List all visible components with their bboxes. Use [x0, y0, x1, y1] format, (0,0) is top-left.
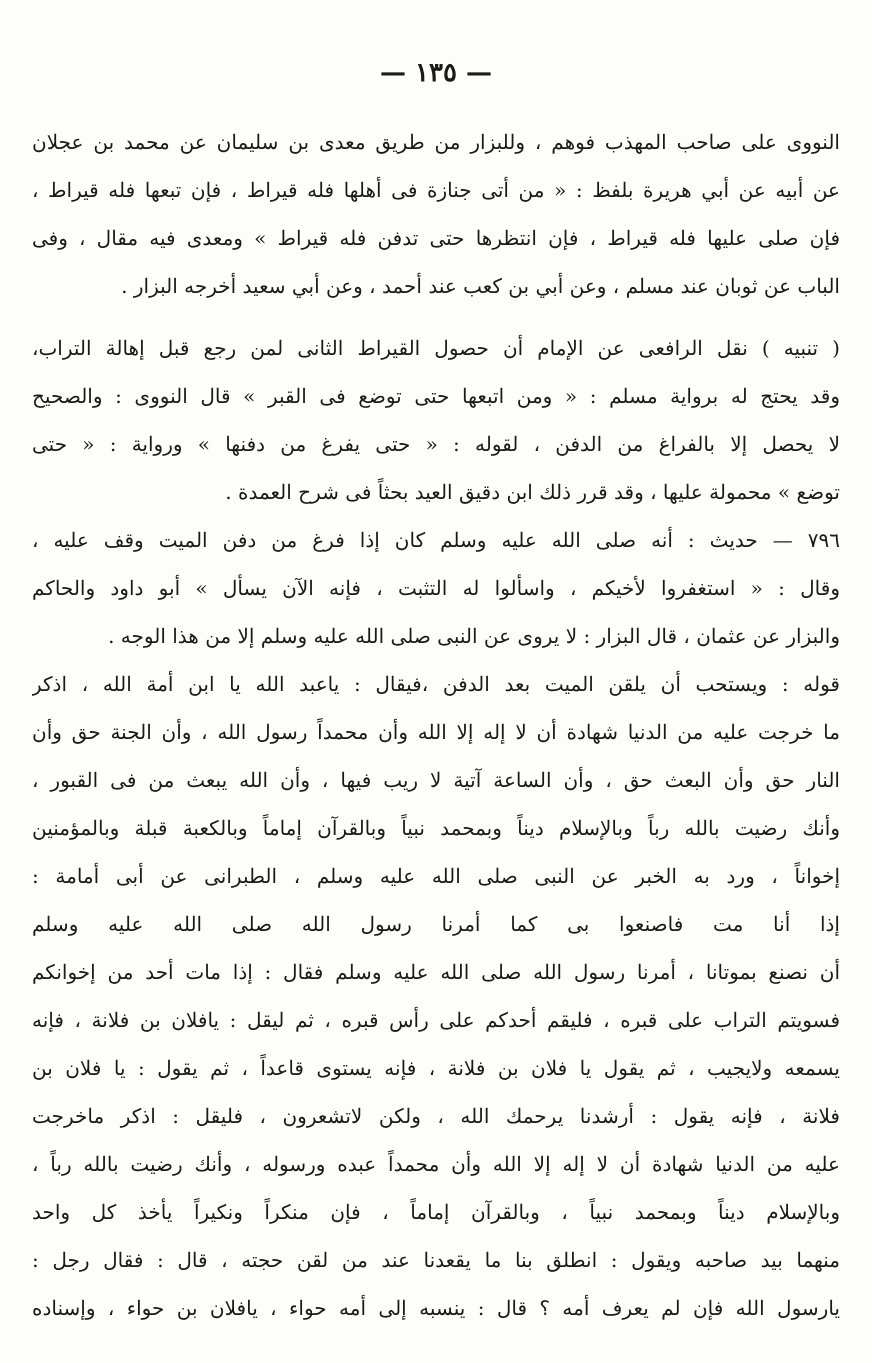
text-line: والبزار عن عثمان ، قال البزار : لا يروى عن النبى صلى الله عليه وسلم إلا من هذا الوجه .: [108, 624, 840, 648]
text-line: منهما بيد صاحبه ويقول : انطلق بنا ما يقعدنا عند من لقن حجته ، قال : فقال رجل :: [32, 1248, 840, 1272]
paragraph-1: [32, 118, 840, 310]
text-line: ٧٩٦ — حديث : أنه صلى الله عليه وسلم كان إذا فرغ من دفن الميت وقف عليه ،: [32, 528, 840, 552]
text-line: لا يحصل إلا بالفراغ من الدفن ، لقوله : « حتى يفرغ من دفنها » ورواية : « حتى: [32, 432, 840, 456]
text-line: توضع » محمولة عليها ، وقد قرر ذلك ابن دقيق العيد بحثاً فى شرح العمدة .: [225, 480, 840, 504]
page-body: [32, 118, 840, 1332]
text-line: وأنك رضيت بالله رباً وبالإسلام ديناً وبمحمد نبياً وبالقرآن إماماً وبالكعبة قبلة وبالمؤمنين: [32, 816, 840, 840]
text-line: عليه من الدنيا شهادة أن لا إله إلا الله وأن محمداً عبده ورسوله ، وأنك رضيت بالله رباً ،: [32, 1152, 840, 1176]
text-line: ( تنبيه ) نقل الرافعى عن الإمام أن حصول القيراط الثانى لمن رجع قبل إهالة التراب،: [32, 336, 840, 360]
text-line: وقد يحتج له برواية مسلم : « ومن اتبعها حتى توضع فى القبر » قال النووى : والصحيح: [32, 384, 840, 408]
text-line: الباب عن ثوبان عند مسلم ، وعن أبي بن كعب عند أحمد ، وعن أبي سعيد أخرجه البزار .: [121, 274, 840, 298]
text-line: عن أبيه عن أبي هريرة بلفظ : « من أتى جنازة فى أهلها فله قيراط ، فإن تبعها فله قيراط ،: [32, 178, 840, 202]
paragraph-2: [32, 324, 840, 516]
text-line: يسمعه ولايجيب ، ثم يقول يا فلان بن فلانة ، فإنه يستوى قاعداً ، ثم يقول : يا فلان بن: [32, 1056, 840, 1080]
text-line: فسويتم التراب على قبره ، فليقم أحدكم على رأس قبره ، ثم ليقل : يافلان بن فلانة ، فإنه: [32, 1008, 840, 1032]
text-line: النووى على صاحب المهذب فوهم ، وللبزار من طريق معدى بن سليمان عن محمد بن عجلان: [32, 130, 840, 154]
text-line: النار حق وأن البعث حق ، وأن الساعة آتية لا ريب فيها ، وأن الله يبعث من فى القبور ،: [32, 768, 840, 792]
text-line: يارسول الله فإن لم يعرف أمه ؟ قال : ينسبه إلى أمه حواء ، يافلان بن حواء ، وإسناده: [32, 1296, 840, 1320]
text-line: ما خرجت عليه من الدنيا شهادة أن لا إله إلا الله وأن محمداً رسول الله ، وأن الجنة حق وأن: [32, 720, 840, 744]
text-line: قوله : ويستحب أن يلقن الميت بعد الدفن ،فيقال : ياعبد الله يا ابن أمة الله ، اذكر: [32, 672, 840, 696]
text-line: إخواناً ، ورد به الخبر عن النبى صلى الله عليه وسلم ، الطبرانى عن أبى أمامة :: [32, 864, 840, 888]
text-line: فلانة ، فإنه يقول : أرشدنا يرحمك الله ، ولكن لاتشعرون ، فليقل : اذكر ماخرجت: [32, 1104, 840, 1128]
paragraph-gap: [32, 310, 840, 324]
paragraph-3: [32, 516, 840, 660]
text-line: وقال : « استغفروا لأخيكم ، واسألوا له التثبت ، فإنه الآن يسأل » أبو داود والحاكم: [32, 576, 840, 600]
text-line: وبالإسلام ديناً وبمحمد نبياً ، وبالقرآن إماماً ، فإن منكراً ونكيراً يأخذ كل واحد: [32, 1200, 840, 1224]
paragraph-4: [32, 660, 840, 1332]
text-line: أن نصنع بموتانا ، أمرنا رسول الله صلى الله عليه وسلم فقال : إذا مات أحد من إخوانكم: [32, 960, 840, 984]
text-line: إذا أنا مت فاصنعوا بى كما أمرنا رسول الله صلى الله عليه وسلم: [32, 912, 840, 936]
text-line: فإن صلى عليها فله قيراط ، فإن انتظرها حتى تدفن فله قيراط » ومعدى فيه مقال ، وفى: [32, 226, 840, 250]
page-number: — ١٣٥ —: [379, 58, 493, 88]
